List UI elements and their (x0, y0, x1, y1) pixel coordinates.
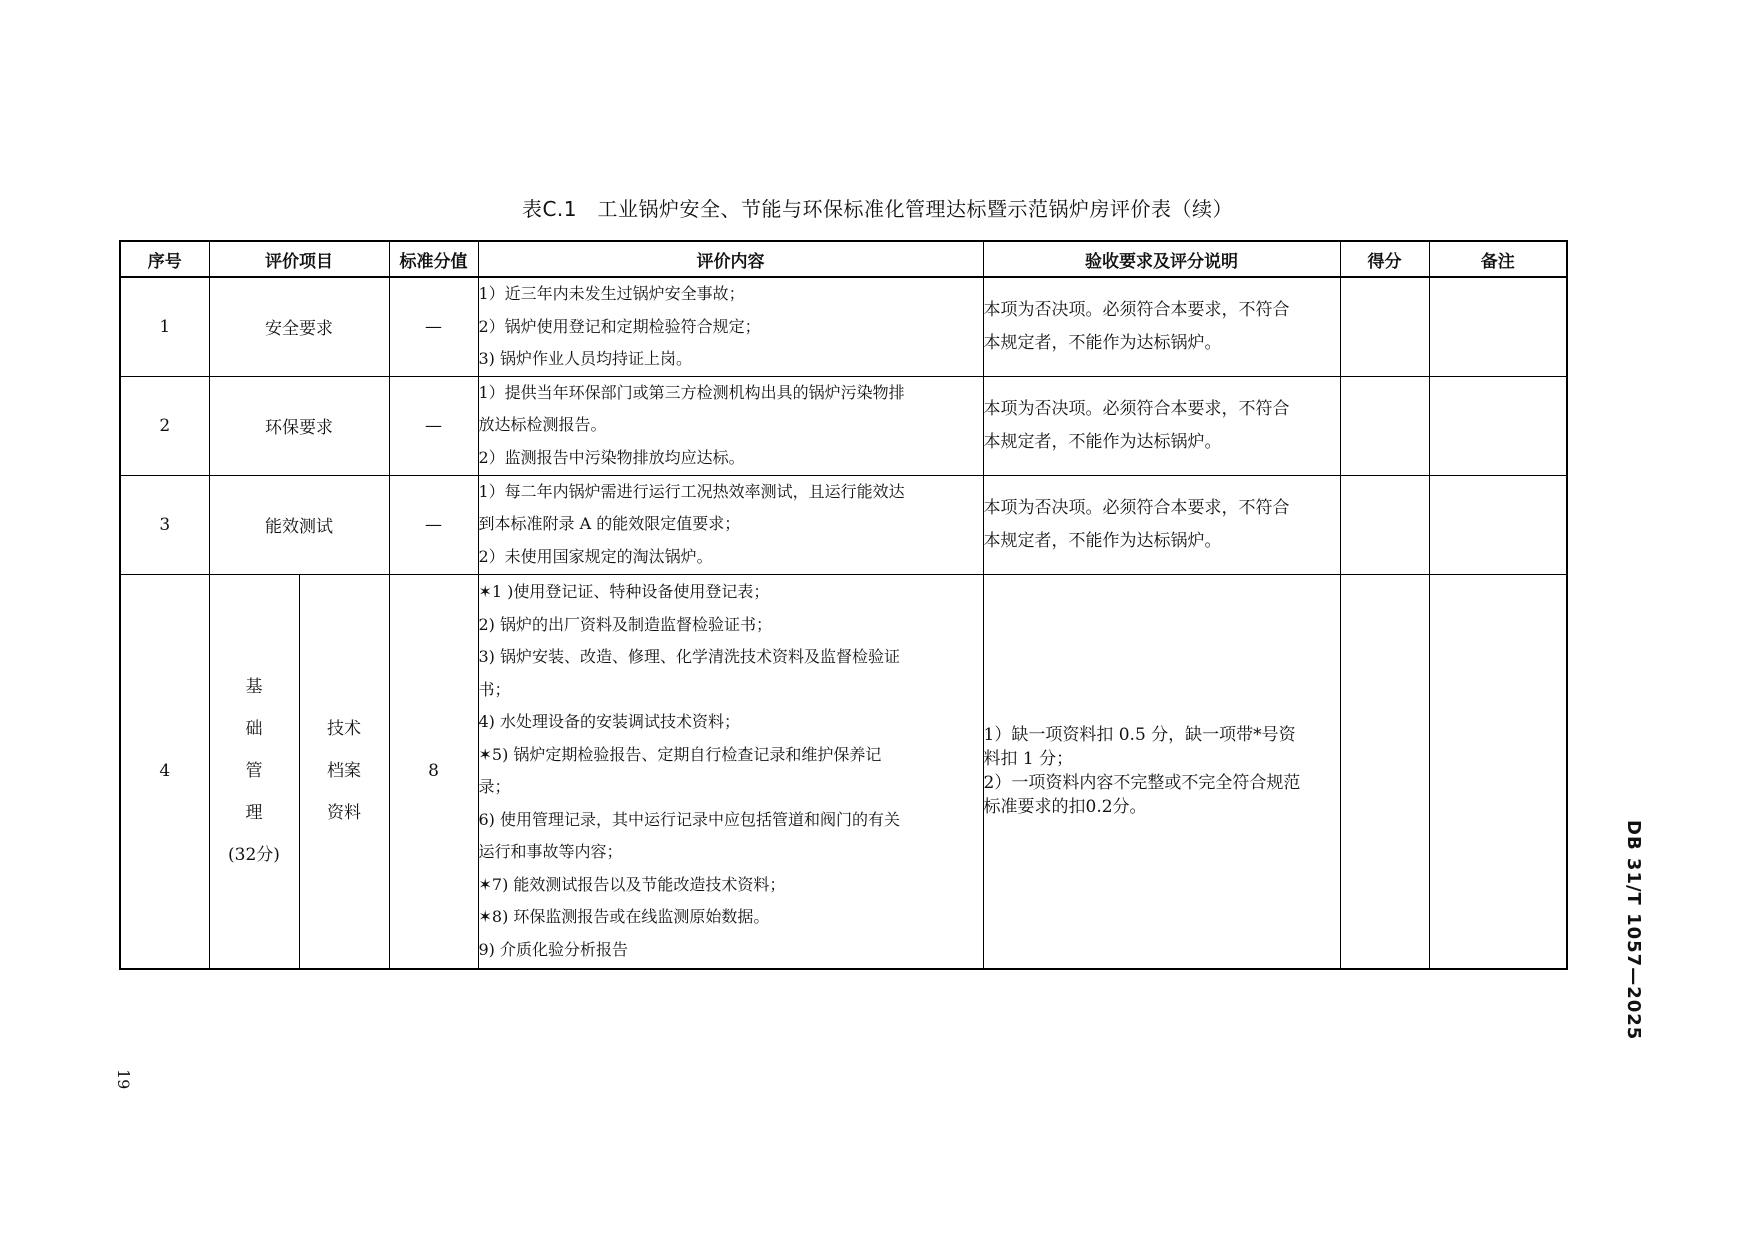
content-line: 2) 锅炉的出厂资料及制造监督检验证书； (478, 614, 773, 634)
header-content: 评价内容 (478, 241, 983, 277)
content-line: 9) 介质化验分析报告 (478, 939, 629, 959)
group-char: 理 (245, 803, 263, 824)
acceptance-requirements (983, 574, 1340, 969)
evaluation-content (478, 475, 983, 574)
content-line: 3) 锅炉安装、改造、修理、化学清洗技术资料及监督检验证 (478, 647, 901, 667)
item-line: 档案 (327, 761, 361, 782)
content-line: 4) 水处理设备的安装调试技术资料； (478, 712, 741, 732)
note-cell (1429, 574, 1567, 969)
score-cell (1340, 376, 1429, 475)
content-line: ✶8) 环保监测报告或在线监测原始数据。 (478, 907, 770, 927)
table-header-row (120, 241, 1567, 277)
content-line: 2）锅炉使用登记和定期检验符合规定； (478, 316, 761, 336)
table-row (120, 574, 1567, 969)
row-number: 2 (120, 376, 209, 475)
req-line: 料扣 1 分； (983, 749, 1074, 770)
content-line: 1）提供当年环保部门或第三方检测机构出具的锅炉污染物排 (478, 382, 905, 402)
table-title: 表C.1 工业锅炉安全、节能与环保标准化管理达标暨示范锅炉房评价表（续） (521, 197, 1234, 221)
standard-score: — (389, 277, 478, 376)
req-line: 1）缺一项资料扣 0.5 分，缺一项带*号资 (983, 725, 1296, 746)
content-line: 运行和事故等内容； (478, 842, 623, 862)
evaluation-item: 环保要求 (209, 376, 389, 475)
page-number: 19 (114, 1069, 133, 1090)
evaluation-item: 能效测试 (209, 475, 389, 574)
row-number: 3 (120, 475, 209, 574)
content-line: ✶1 )使用登记证、特种设备使用登记表； (478, 582, 770, 602)
evaluation-group (209, 574, 299, 969)
group-points: (32分) (228, 845, 280, 866)
standard-score: — (389, 376, 478, 475)
header-item: 评价项目 (209, 241, 389, 277)
header-score: 标准分值 (389, 241, 478, 277)
content-line: 2）监测报告中污染物排放均应达标。 (478, 447, 745, 467)
score-cell (1340, 475, 1429, 574)
content-line: 2）未使用国家规定的淘汰锅炉。 (478, 546, 713, 566)
content-line: 书； (478, 679, 511, 699)
evaluation-content (478, 574, 983, 969)
table-row (120, 277, 1567, 376)
group-char: 基 (245, 677, 263, 698)
content-line: 录； (478, 777, 511, 797)
table-row (120, 376, 1567, 475)
note-cell (1429, 376, 1567, 475)
score-cell (1340, 277, 1429, 376)
row-number: 1 (120, 277, 209, 376)
evaluation-table (119, 240, 1568, 970)
evaluation-item (299, 574, 389, 969)
evaluation-content (478, 376, 983, 475)
score-cell (1340, 574, 1429, 969)
header-got-score: 得分 (1340, 241, 1429, 277)
note-cell (1429, 475, 1567, 574)
standard-code: DB 31/T 1057—2025 (1623, 820, 1644, 1041)
acceptance-requirements (983, 376, 1340, 475)
note-cell (1429, 277, 1567, 376)
evaluation-item: 安全要求 (209, 277, 389, 376)
req-line: 本项为否决项。必须符合本要求，不符合 (983, 497, 1290, 518)
req-line: 本规定者，不能作为达标锅炉。 (983, 530, 1222, 551)
standard-score: 8 (389, 574, 478, 969)
content-line: ✶5) 锅炉定期检验报告、定期自行检查记录和维护保养记 (478, 744, 882, 764)
group-char: 础 (245, 719, 263, 740)
row-number: 4 (120, 574, 209, 969)
content-line: ✶7) 能效测试报告以及节能改造技术资料； (478, 874, 786, 894)
group-char: 管 (245, 761, 263, 782)
header-note: 备注 (1429, 241, 1567, 277)
header-requirements: 验收要求及评分说明 (983, 241, 1340, 277)
table-row (120, 475, 1567, 574)
req-line: 本规定者，不能作为达标锅炉。 (983, 332, 1222, 353)
content-line: 6) 使用管理记录，其中运行记录中应包括管道和阀门的有关 (478, 809, 901, 829)
content-line: 1）近三年内未发生过锅炉安全事故； (478, 284, 745, 303)
evaluation-content (478, 277, 983, 376)
req-line: 本项为否决项。必须符合本要求，不符合 (983, 299, 1290, 320)
item-line: 技术 (327, 719, 361, 740)
content-line: 3) 锅炉作业人员均持证上岗。 (478, 349, 693, 368)
acceptance-requirements (983, 475, 1340, 574)
header-no: 序号 (120, 241, 209, 277)
req-line: 本规定者，不能作为达标锅炉。 (983, 431, 1222, 452)
content-line: 1）每二年内锅炉需进行运行工况热效率测试，且运行能效达 (478, 481, 905, 501)
acceptance-requirements (983, 277, 1340, 376)
content-line: 放达标检测报告。 (478, 415, 607, 435)
req-line: 标准要求的扣0.2分。 (983, 797, 1147, 818)
req-line: 本项为否决项。必须符合本要求，不符合 (983, 398, 1290, 419)
content-line: 到本标准附录 A 的能效限定值要求； (478, 514, 741, 534)
req-line: 2）一项资料内容不完整或不完全符合规范 (983, 773, 1301, 794)
standard-score: — (389, 475, 478, 574)
item-line: 资料 (327, 803, 361, 824)
